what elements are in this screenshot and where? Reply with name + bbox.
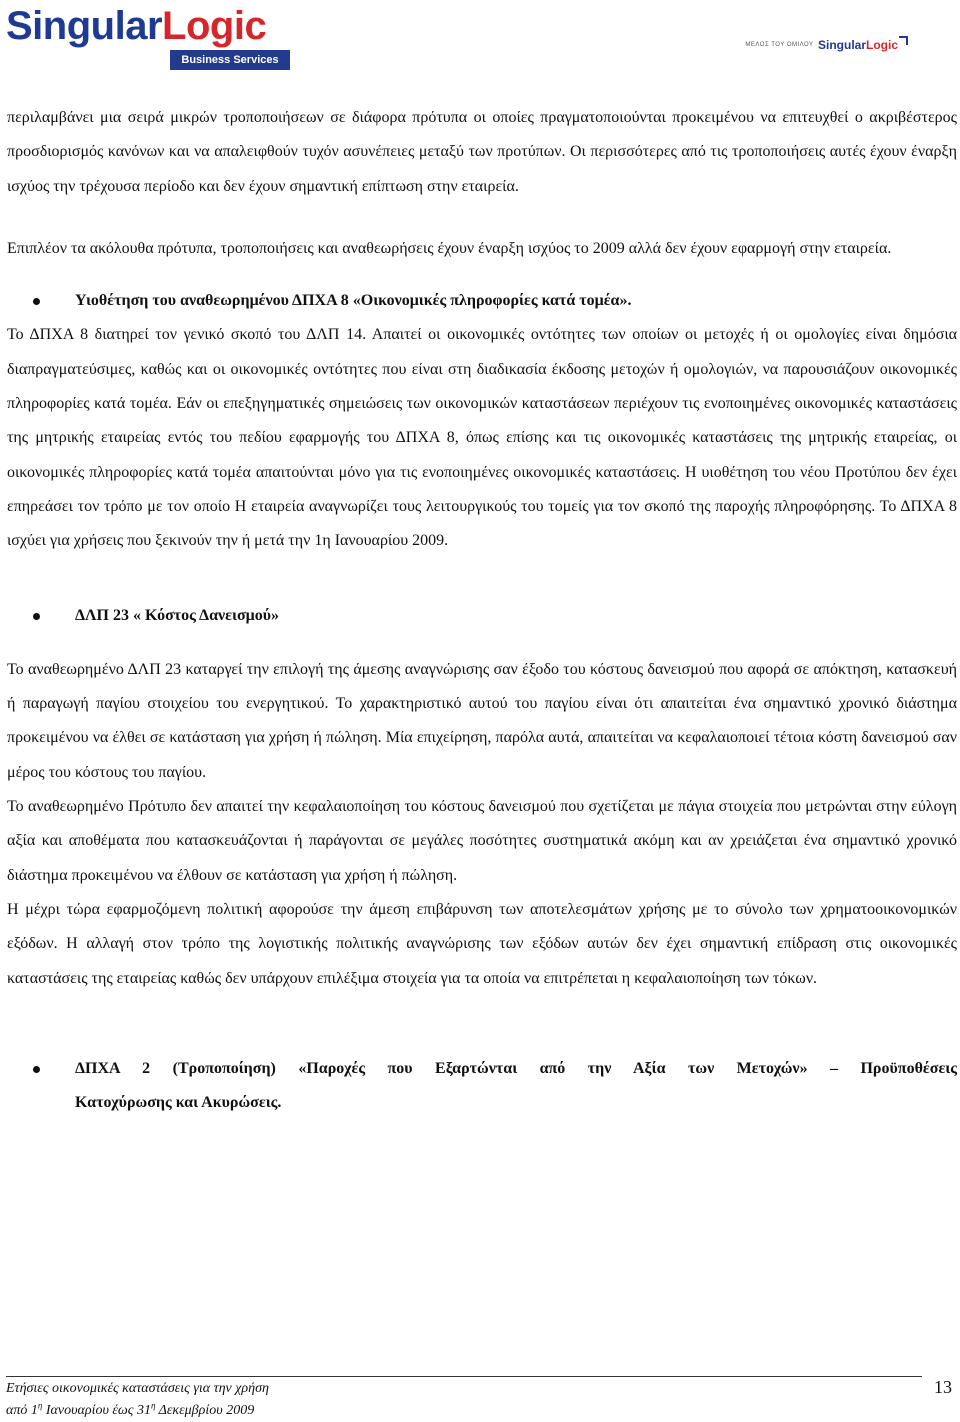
- footer-line-2-part: Δεκεμβρίου 2009: [155, 1403, 255, 1418]
- paragraph-2: Επιπλέον τα ακόλουθα πρότυπα, τροποποιήσεις και αναθεωρήσεις έχουν έναρξη ισχύος το 2009 αλλά δεν έχουν εφαρμογή στην εταιρεία.: [7, 239, 892, 257]
- footer-divider: [6, 1376, 922, 1377]
- bullet-heading-line-2: Κατοχύρωσης και Ακυρώσεις.: [75, 1094, 282, 1112]
- member-prefix: ΜΕΛΟΣ ΤΟΥ ΟΜΙΛΟΥ: [745, 41, 814, 48]
- bullet-heading-text: ΔΛΠ 23 « Κόστος Δανεισμού»: [75, 606, 280, 624]
- footer-line-1: Ετήσιες οικονομικές καταστάσεις για την χρήση: [6, 1381, 269, 1396]
- footer-line-2-part: από 1: [6, 1403, 38, 1418]
- bullet-heading-ifrs2: [7, 1052, 957, 1121]
- paragraph-6: Η μέχρι τώρα εφαρμοζόμενη πολιτική αφορούσε την άμεση επιβάρυνση των αποτελεσμάτων χρήσης με το σύνολο των χρηματοοικονομικών εξόδων. Η αλλαγή στον τρόπο της λογιστικής πολιτικής αναγνώρισης των εξόδων αυτών δεν έχει σημαντική επίδραση στις οικονομικές καταστάσεις της εταιρείας καθώς δεν υπάρχουν επιλέξιμα στοιχεία για τα οποία να επιτρέπεται η κεφαλαιοποίηση των τόκων.: [7, 900, 957, 987]
- document-body: [7, 101, 957, 1120]
- footer-sup: η: [37, 1400, 43, 1411]
- footer-sup: η: [150, 1400, 156, 1411]
- bullet-icon: [33, 613, 40, 620]
- bullet-heading-ias23: [7, 599, 957, 633]
- logo-mark-icon: [899, 36, 908, 45]
- paragraph-5: Το αναθεωρημένο Πρότυπο δεν απαιτεί την κεφαλαιοποίηση του κόστους δανεισμού που σχετίζεται με πάγια στοιχεία που μετρώνται στην εύλογη αξία και αποθέματα που κατασκευάζονται ή παράγονται σε μεγάλες ποσότητες συστηματικά ακόμη και αν χρειάζεται ένα σημαντικό χρονικό διάστημα προκειμένου να έλθουν σε κατάσταση για χρήση ή πώληση.: [7, 798, 957, 884]
- paragraph-3: Το ΔΠΧΑ 8 διατηρεί τον γενικό σκοπό του ΔΛΠ 14. Απαιτεί οι οικονομικές οντότητες των οποίων οι μετοχές ή οι ομολογίες είναι δημόσια διαπραγματεύσιμες, καθώς και οι οικονομικές οντότητες που είναι στη διαδικασία έκδοσης μετοχών ή ομολογιών, να παρουσιάζουν οικονομικές πληροφορίες κατά τομέα. Εάν οι επεξηγηματικές σημειώσεις των οικονομικών καταστάσεων περιέχουν τις ενοποιημένες οικονομικές καταστάσεις της μητρικής εταιρείας εντός του πεδίου εφαρμογής του ΔΠΧΑ 8, όπως επίσης και τις οικονομικές καταστάσεις της μητρικής εταιρείας, οι οικονομικές πληροφορίες κατά τομέα απαιτούνται μόνο για τις ενοποιημένες οικονομικές καταστάσεις. Η υιοθέτηση του νέου Προτύπου δεν έχει επηρεάσει τον τρόπο με τον οποίο Η εταιρεία αναγνωρίζει τους λειτουργικούς του τομείς για τον σκοπό της παροχής πληροφόρησης. Το ΔΠΧΑ 8 ισχύει για χρήσεις που ξεκινούν την ή μετά την 1η Ιανουαρίου 2009.: [7, 326, 957, 550]
- logo-subtitle: Business Services: [170, 50, 290, 70]
- bullet-heading-line-1: ΔΠΧΑ 2 (Τροποποίηση) «Παροχές που Εξαρτώνται από την Αξία των Μετοχών» – Προϋποθέσεις: [75, 1059, 957, 1077]
- page-header: [0, 0, 960, 80]
- bullet-icon: [33, 298, 40, 305]
- member-word-2: Logic: [866, 37, 898, 52]
- logo-word-2: Logic: [162, 4, 267, 48]
- footer-line-2-part: Ιανουαρίου έως 31: [42, 1403, 151, 1418]
- footer-line-2: [6, 1400, 269, 1422]
- group-member-logo: [745, 36, 908, 54]
- bullet-heading-text: Υιοθέτηση του αναθεωρημένου ΔΠΧΑ 8 «Οικονομικές πληροφορίες κατά τομέα».: [75, 292, 632, 310]
- logo-wordmark: [6, 4, 288, 48]
- paragraph-4: Το αναθεωρημένο ΔΛΠ 23 καταργεί την επιλογή της άμεσης αναγνώρισης σαν έξοδο του κόστους δανεισμού που αφορά σε απόκτηση, κατασκευή ή παραγωγή παγίου στοιχείου του ενεργητικού. Το χαρακτηριστικό αυτού του παγίου είναι ότι απαιτείται ένα σημαντικό χρονικό διάστημα προκειμένου να έλθει σε κατάσταση για χρήση ή πώληση. Μία επιχείρηση, παρόλα αυτά, απαιτείται να κεφαλαιοποιεί τέτοια κόστη δανεισμού σαν μέρος του κόστους του παγίου.: [7, 660, 957, 781]
- singular-logic-logo: [6, 4, 288, 74]
- bullet-icon: [33, 1066, 40, 1073]
- paragraph-1: περιλαμβάνει μια σειρά μικρών τροποποιήσεων σε διάφορα πρότυπα οι οποίες πραγματοποιούνται προκειμένου να επιτευχθεί ο ακριβέστερος προσδιορισμός κανόνων και να απαλειφθούν τυχόν ασυνέπειες μεταξύ των προτύπων. Οι περισσότερες από τις τροποποιήσεις αυτές έχουν έναρξη ισχύος την τρέχουσα περίοδο και δεν έχουν σημαντική επίπτωση στην εταιρεία.: [7, 109, 957, 195]
- member-word-1: Singular: [817, 37, 866, 52]
- logo-word-1: Singular: [6, 4, 163, 48]
- footer-caption: [6, 1378, 269, 1422]
- page-number: 13: [934, 1377, 952, 1397]
- bullet-heading-ifrs8: [7, 284, 957, 318]
